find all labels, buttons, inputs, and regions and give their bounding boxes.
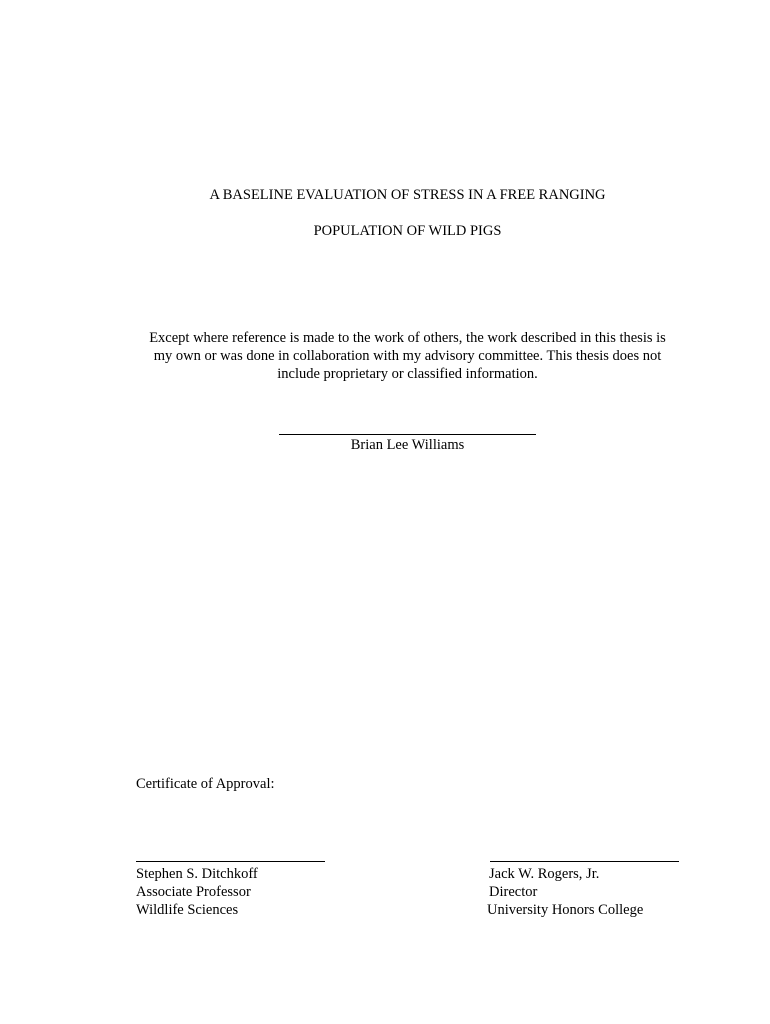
right-signatory-name: Jack W. Rogers, Jr. [489, 866, 600, 882]
approval-heading: Certificate of Approval: [136, 776, 275, 792]
left-signature-line [136, 861, 325, 862]
left-signatory-name: Stephen S. Ditchkoff [136, 866, 258, 882]
statement-line-1: Except where reference is made to the work of others, the work described in this thesis is [149, 330, 666, 346]
statement-line-2: my own or was done in collaboration with my advisory committee. This thesis does not [153, 348, 662, 364]
left-signatory-title: Associate Professor [136, 884, 251, 900]
right-signatory-title: Director [489, 884, 538, 900]
author-name: Brian Lee Williams [350, 437, 465, 453]
right-signature-line [490, 861, 679, 862]
author-signature-line [279, 434, 536, 435]
left-signatory-department: Wildlife Sciences [136, 902, 239, 918]
title-line-1: A BASELINE EVALUATION OF STRESS IN A FREE RANGING [209, 187, 606, 203]
statement-line-3: include proprietary or classified information. [277, 366, 538, 382]
right-signatory-department: University Honors College [487, 902, 644, 918]
title-line-2: POPULATION OF WILD PIGS [313, 223, 502, 239]
